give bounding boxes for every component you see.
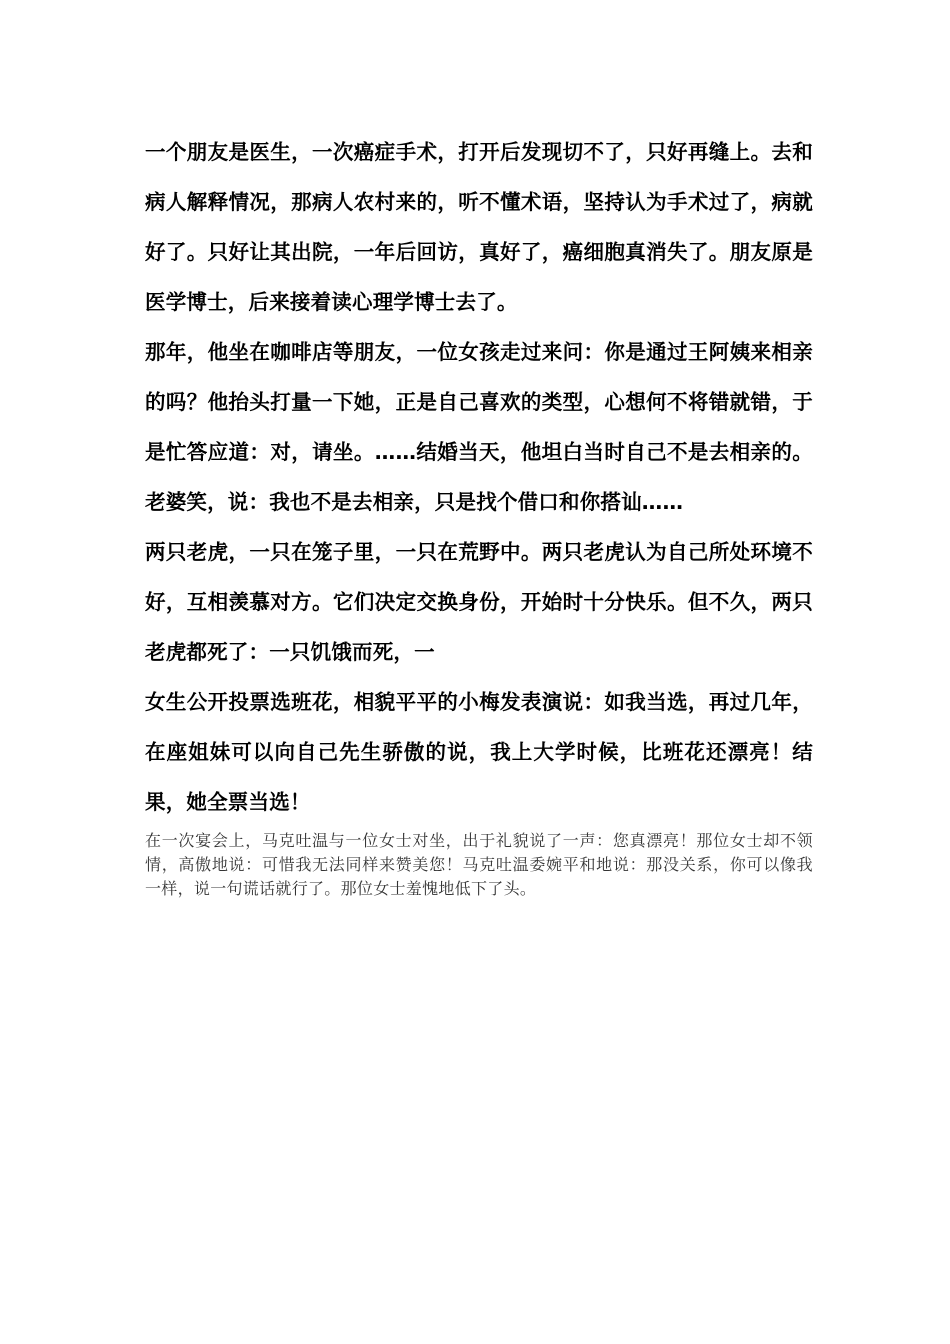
paragraph-class-flower-story: 女生公开投票选班花，相貌平平的小梅发表演说：如我当选，再过几年，在座姐妹可以向自己先生骄傲的说，我上大学时候，比班花还漂亮！结果，她全票当选！ — [145, 690, 813, 814]
paragraph-doctor-story: 一个朋友是医生，一次癌症手术，打开后发现切不了，只好再缝上。去和病人解释情况，那病人农村来的，听不懂术语，坚持认为手术过了，病就好了。只好让其出院，一年后回访，真好了，癌细胞真消失了。朋友原是医学博士，后来接着读心理学博士去了。 — [145, 140, 813, 314]
document-body — [145, 127, 813, 901]
paragraph-mark-twain-story: 在一次宴会上，马克吐温与一位女士对坐，出于礼貌说了一声：您真漂亮！那位女士却不领情，高傲地说：可惜我无法同样来赞美您！马克吐温委婉平和地说：那没关系，你可以像我一样，说一句谎话就行了。那位女士羞愧地低下了头。 — [145, 831, 813, 898]
paragraph-tiger-story: 两只老虎，一只在笼子里，一只在荒野中。两只老虎认为自己所处环境不好，互相羡慕对方。它们决定交换身份，开始时十分快乐。但不久，两只老虎都死了：一只饥饿而死，一 — [145, 540, 813, 664]
paragraph-cafe-story: 那年，他坐在咖啡店等朋友，一位女孩走过来问：你是通过王阿姨来相亲的吗？他抬头打量一下她，正是自己喜欢的类型，心想何不将错就错，于是忙答应道：对，请坐。……结婚当天，他坦白当时自己不是去相亲的。老婆笑，说：我也不是去相亲，只是找个借口和你搭讪…… — [145, 340, 813, 514]
